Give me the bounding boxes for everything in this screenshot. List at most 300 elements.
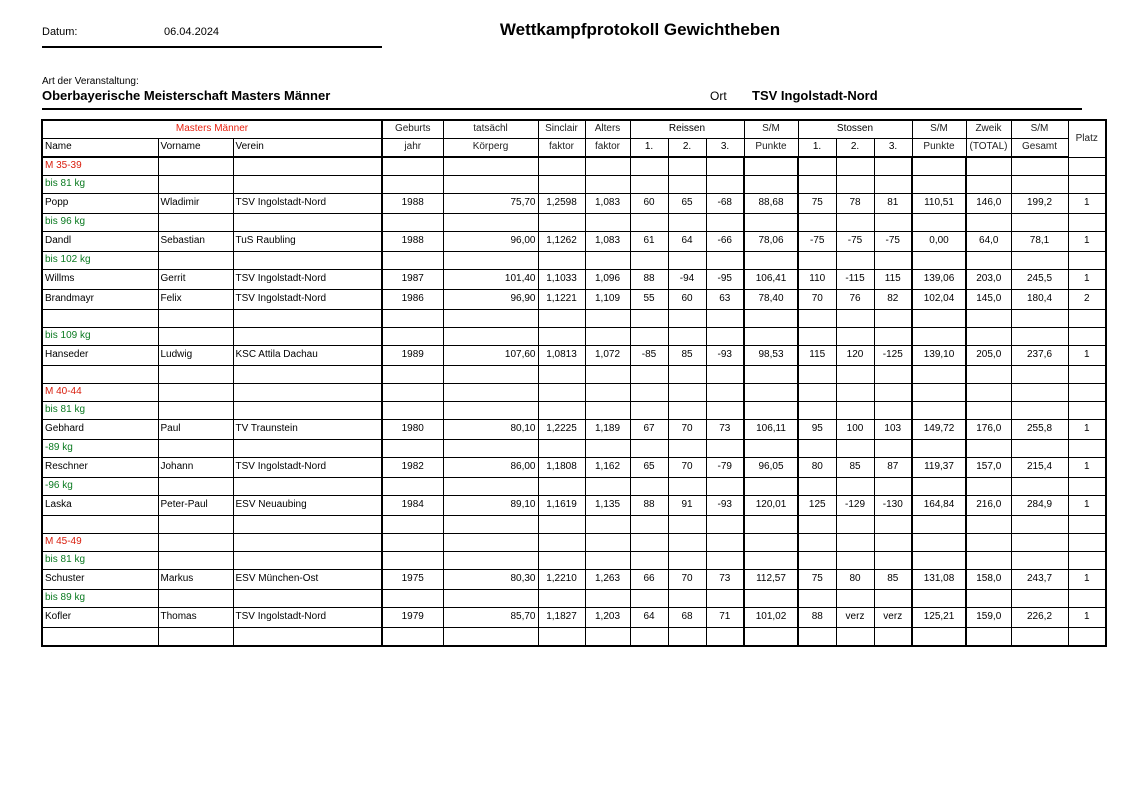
spacer-geburtsjahr	[382, 402, 443, 420]
spacer-gesamt	[1011, 366, 1068, 384]
col-reissen-2: 2.	[668, 139, 706, 158]
cell-stossen-3: -125	[874, 346, 912, 366]
col-platz: Platz	[1068, 120, 1106, 157]
spacer-sinclair	[538, 384, 585, 402]
date-row	[42, 24, 382, 48]
table-row	[42, 570, 1106, 590]
table-row	[42, 194, 1106, 214]
col-stossen-punkte-top: S/M	[912, 120, 966, 139]
spacer-stossen-3	[874, 366, 912, 384]
cell-sinclair: 1,2210	[538, 570, 585, 590]
spacer-stossen-3	[874, 328, 912, 346]
col-reissen-1: 1.	[630, 139, 668, 158]
cell-reissen-punkte: 96,05	[744, 458, 798, 478]
spacer-verein	[233, 214, 382, 232]
cell-stossen-punkte: 164,84	[912, 496, 966, 516]
spacer-stossen-2	[836, 516, 874, 534]
spacer-stossen-punkte	[912, 402, 966, 420]
cell-reissen-1: 60	[630, 194, 668, 214]
location-label: Ort	[710, 89, 727, 103]
spacer-verein	[233, 590, 382, 608]
spacer-geburtsjahr	[382, 628, 443, 647]
spacer-alters	[585, 328, 630, 346]
cell-stossen-2: -75	[836, 232, 874, 252]
spacer-reissen-1	[630, 214, 668, 232]
spacer-stossen-punkte	[912, 310, 966, 328]
spacer-vorname	[158, 628, 233, 647]
spacer-verein	[233, 478, 382, 496]
weight-class-label: -89 kg	[42, 440, 158, 458]
cell-stossen-2: 78	[836, 194, 874, 214]
spacer-reissen-2	[668, 516, 706, 534]
spacer-stossen-punkte	[912, 440, 966, 458]
cell-zweikampf: 157,0	[966, 458, 1011, 478]
cell-reissen-2: -94	[668, 270, 706, 290]
spacer-platz	[1068, 534, 1106, 552]
spacer-stossen-punkte	[912, 384, 966, 402]
cell-geburtsjahr: 1989	[382, 346, 443, 366]
spacer-sinclair	[538, 628, 585, 647]
spacer-zweikampf	[966, 366, 1011, 384]
spacer-gesamt	[1011, 628, 1068, 647]
cell-stossen-punkte: 139,10	[912, 346, 966, 366]
table-body	[42, 157, 1106, 646]
spacer-geburtsjahr	[382, 590, 443, 608]
col-altersfaktor-top: Alters	[585, 120, 630, 139]
cell-koerpergewicht: 101,40	[443, 270, 538, 290]
spacer-zweikampf	[966, 516, 1011, 534]
spacer-reissen-1	[630, 328, 668, 346]
spacer-stossen-punkte	[912, 628, 966, 647]
spacer-koerpergewicht	[443, 534, 538, 552]
spacer-gesamt	[1011, 328, 1068, 346]
spacer-reissen-3	[706, 516, 744, 534]
spacer-stossen-2	[836, 310, 874, 328]
spacer-geburtsjahr	[382, 384, 443, 402]
spacer-stossen-3	[874, 516, 912, 534]
event-type-label: Art der Veranstaltung:	[42, 76, 139, 87]
cell-sinclair: 1,1033	[538, 270, 585, 290]
spacer-reissen-1	[630, 402, 668, 420]
spacer-geburtsjahr	[382, 366, 443, 384]
spacer-stossen-3	[874, 478, 912, 496]
spacer-reissen-2	[668, 478, 706, 496]
cell-geburtsjahr: 1975	[382, 570, 443, 590]
spacer-stossen-3	[874, 534, 912, 552]
col-koerpergewicht-bottom: Körperg	[443, 139, 538, 158]
results-table	[41, 119, 1107, 647]
spacer-reissen-2	[668, 534, 706, 552]
spacer-reissen-punkte	[744, 252, 798, 270]
spacer-stossen-3	[874, 590, 912, 608]
weight-class-row	[42, 328, 1106, 346]
spacer-reissen-2	[668, 157, 706, 176]
table-row	[42, 496, 1106, 516]
spacer-gesamt	[1011, 402, 1068, 420]
spacer-zweikampf	[966, 478, 1011, 496]
cell-name: Schuster	[42, 570, 158, 590]
spacer-alters	[585, 366, 630, 384]
cell-sinclair: 1,1262	[538, 232, 585, 252]
spacer-stossen-1	[798, 310, 836, 328]
cell-sinclair: 1,0813	[538, 346, 585, 366]
cell-reissen-punkte: 101,02	[744, 608, 798, 628]
spacer-stossen-1	[798, 590, 836, 608]
cell-koerpergewicht: 86,00	[443, 458, 538, 478]
spacer-platz	[1068, 516, 1106, 534]
spacer-platz	[1068, 628, 1106, 647]
cell-reissen-1: 61	[630, 232, 668, 252]
cell-reissen-3: -93	[706, 346, 744, 366]
spacer-zweikampf	[966, 590, 1011, 608]
spacer-alters	[585, 252, 630, 270]
spacer-reissen-2	[668, 590, 706, 608]
cell-altersfaktor: 1,189	[585, 420, 630, 440]
spacer-stossen-2	[836, 214, 874, 232]
cell-vorname: Wladimir	[158, 194, 233, 214]
weight-class-label: bis 89 kg	[42, 590, 158, 608]
spacer-reissen-3	[706, 552, 744, 570]
spacer-reissen-2	[668, 328, 706, 346]
col-group-reissen: Reissen	[630, 120, 744, 139]
spacer-reissen-1	[630, 516, 668, 534]
spacer-verein	[233, 628, 382, 647]
cell-reissen-punkte: 78,06	[744, 232, 798, 252]
spacer-zweikampf	[966, 402, 1011, 420]
spacer-koerpergewicht	[443, 628, 538, 647]
cell-reissen-punkte: 106,11	[744, 420, 798, 440]
cell-koerpergewicht: 75,70	[443, 194, 538, 214]
spacer-verein	[233, 252, 382, 270]
spacer-reissen-2	[668, 214, 706, 232]
cell-name: Brandmayr	[42, 290, 158, 310]
spacer-stossen-1	[798, 478, 836, 496]
spacer-gesamt	[1011, 478, 1068, 496]
spacer-koerpergewicht	[443, 552, 538, 570]
spacer-stossen-1	[798, 176, 836, 194]
spacer-vorname	[158, 590, 233, 608]
cell-reissen-punkte: 120,01	[744, 496, 798, 516]
spacer-platz	[1068, 157, 1106, 176]
cell-verein: TSV Ingolstadt-Nord	[233, 194, 382, 214]
spacer-koerpergewicht	[443, 176, 538, 194]
spacer-vorname	[158, 384, 233, 402]
spacer-stossen-3	[874, 402, 912, 420]
cell-verein: TSV Ingolstadt-Nord	[233, 290, 382, 310]
cell-gesamt: 237,6	[1011, 346, 1068, 366]
age-group-row	[42, 534, 1106, 552]
cell-reissen-2: 70	[668, 570, 706, 590]
spacer-reissen-3	[706, 157, 744, 176]
weight-class-row	[42, 440, 1106, 458]
page-title: Wettkampfprotokoll Gewichtheben	[499, 20, 781, 39]
spacer-platz	[1068, 552, 1106, 570]
spacer-stossen-3	[874, 552, 912, 570]
weight-class-label: bis 109 kg	[42, 328, 158, 346]
spacer-stossen-2	[836, 440, 874, 458]
cell-verein: TSV Ingolstadt-Nord	[233, 270, 382, 290]
cell-verein: ESV München-Ost	[233, 570, 382, 590]
spacer-stossen-2	[836, 252, 874, 270]
spacer-reissen-2	[668, 402, 706, 420]
cell-stossen-2: 120	[836, 346, 874, 366]
col-reissen-punkte-top: S/M	[744, 120, 798, 139]
event-name: Oberbayerische Meisterschaft Masters Männer	[42, 88, 331, 103]
spacer-geburtsjahr	[382, 310, 443, 328]
spacer-stossen-1	[798, 402, 836, 420]
cell-zweikampf: 176,0	[966, 420, 1011, 440]
cell-stossen-2: -129	[836, 496, 874, 516]
spacer-reissen-2	[668, 310, 706, 328]
spacer-reissen-punkte	[744, 310, 798, 328]
spacer-cell	[42, 366, 158, 384]
cell-verein: TSV Ingolstadt-Nord	[233, 458, 382, 478]
spacer-alters	[585, 628, 630, 647]
spacer-reissen-3	[706, 628, 744, 647]
cell-name: Kofler	[42, 608, 158, 628]
cell-stossen-1: 110	[798, 270, 836, 290]
spacer-stossen-3	[874, 176, 912, 194]
spacer-reissen-punkte	[744, 478, 798, 496]
spacer-zweikampf	[966, 628, 1011, 647]
cell-geburtsjahr: 1988	[382, 194, 443, 214]
weight-class-label: bis 81 kg	[42, 552, 158, 570]
spacer-reissen-punkte	[744, 384, 798, 402]
spacer-sinclair	[538, 516, 585, 534]
cell-sinclair: 1,1827	[538, 608, 585, 628]
cell-stossen-2: 100	[836, 420, 874, 440]
spacer-vorname	[158, 214, 233, 232]
spacer-reissen-2	[668, 366, 706, 384]
spacer-stossen-1	[798, 366, 836, 384]
weight-class-label: bis 81 kg	[42, 176, 158, 194]
spacer-stossen-1	[798, 534, 836, 552]
cell-reissen-1: 88	[630, 270, 668, 290]
weight-class-row	[42, 590, 1106, 608]
spacer-verein	[233, 366, 382, 384]
cell-stossen-1: 115	[798, 346, 836, 366]
spacer-platz	[1068, 366, 1106, 384]
table-banner-row	[42, 120, 1106, 139]
col-sinclair-top: Sinclair	[538, 120, 585, 139]
cell-reissen-1: 66	[630, 570, 668, 590]
cell-vorname: Thomas	[158, 608, 233, 628]
table-row	[42, 346, 1106, 366]
spacer-row	[42, 310, 1106, 328]
table-head	[42, 120, 1106, 157]
col-stossen-punkte-bottom: Punkte	[912, 139, 966, 158]
spacer-stossen-1	[798, 384, 836, 402]
spacer-sinclair	[538, 534, 585, 552]
spacer-reissen-3	[706, 534, 744, 552]
cell-reissen-punkte: 112,57	[744, 570, 798, 590]
spacer-gesamt	[1011, 252, 1068, 270]
spacer-row	[42, 516, 1106, 534]
spacer-sinclair	[538, 402, 585, 420]
cell-platz: 1	[1068, 194, 1106, 214]
cell-koerpergewicht: 85,70	[443, 608, 538, 628]
cell-name: Willms	[42, 270, 158, 290]
spacer-reissen-3	[706, 328, 744, 346]
cell-geburtsjahr: 1986	[382, 290, 443, 310]
cell-altersfaktor: 1,096	[585, 270, 630, 290]
cell-gesamt: 78,1	[1011, 232, 1068, 252]
spacer-reissen-punkte	[744, 628, 798, 647]
spacer-stossen-punkte	[912, 176, 966, 194]
spacer-reissen-1	[630, 366, 668, 384]
col-reissen-punkte-bottom: Punkte	[744, 139, 798, 158]
spacer-alters	[585, 384, 630, 402]
spacer-stossen-2	[836, 478, 874, 496]
spacer-sinclair	[538, 252, 585, 270]
col-stossen-2: 2.	[836, 139, 874, 158]
spacer-stossen-3	[874, 310, 912, 328]
spacer-koerpergewicht	[443, 252, 538, 270]
spacer-gesamt	[1011, 440, 1068, 458]
cell-reissen-2: 91	[668, 496, 706, 516]
spacer-geburtsjahr	[382, 214, 443, 232]
col-zweikampf-top: Zweik	[966, 120, 1011, 139]
cell-stossen-1: 75	[798, 570, 836, 590]
cell-stossen-punkte: 131,08	[912, 570, 966, 590]
spacer-sinclair	[538, 157, 585, 176]
cell-reissen-3: 73	[706, 570, 744, 590]
spacer-stossen-punkte	[912, 590, 966, 608]
spacer-alters	[585, 157, 630, 176]
spacer-stossen-2	[836, 534, 874, 552]
table-row	[42, 458, 1106, 478]
spacer-reissen-punkte	[744, 534, 798, 552]
cell-platz: 1	[1068, 458, 1106, 478]
cell-reissen-1: 64	[630, 608, 668, 628]
spacer-verein	[233, 157, 382, 176]
spacer-stossen-3	[874, 440, 912, 458]
cell-stossen-2: verz	[836, 608, 874, 628]
spacer-reissen-2	[668, 440, 706, 458]
cell-stossen-punkte: 102,04	[912, 290, 966, 310]
cell-zweikampf: 158,0	[966, 570, 1011, 590]
cell-reissen-2: 70	[668, 420, 706, 440]
cell-name: Dandl	[42, 232, 158, 252]
date-label: Datum:	[42, 26, 78, 38]
col-geburtsjahr-top: Geburts	[382, 120, 443, 139]
col-group-stossen: Stossen	[798, 120, 912, 139]
cell-geburtsjahr: 1979	[382, 608, 443, 628]
spacer-alters	[585, 478, 630, 496]
age-group-label: M 35-39	[42, 157, 158, 176]
spacer-reissen-1	[630, 310, 668, 328]
cell-stossen-2: 76	[836, 290, 874, 310]
table-row	[42, 270, 1106, 290]
weight-class-label: -96 kg	[42, 478, 158, 496]
weight-class-label: bis 81 kg	[42, 402, 158, 420]
spacer-vorname	[158, 310, 233, 328]
cell-vorname: Ludwig	[158, 346, 233, 366]
spacer-reissen-1	[630, 384, 668, 402]
cell-gesamt: 245,5	[1011, 270, 1068, 290]
spacer-vorname	[158, 552, 233, 570]
cell-sinclair: 1,1619	[538, 496, 585, 516]
col-stossen-3: 3.	[874, 139, 912, 158]
cell-koerpergewicht: 96,00	[443, 232, 538, 252]
spacer-gesamt	[1011, 176, 1068, 194]
spacer-stossen-2	[836, 552, 874, 570]
spacer-geburtsjahr	[382, 516, 443, 534]
weight-class-row	[42, 176, 1106, 194]
cell-name: Hanseder	[42, 346, 158, 366]
cell-stossen-1: -75	[798, 232, 836, 252]
cell-sinclair: 1,1808	[538, 458, 585, 478]
cell-platz: 1	[1068, 270, 1106, 290]
spacer-platz	[1068, 384, 1106, 402]
spacer-reissen-punkte	[744, 552, 798, 570]
cell-vorname: Johann	[158, 458, 233, 478]
spacer-reissen-2	[668, 176, 706, 194]
cell-reissen-3: -79	[706, 458, 744, 478]
cell-reissen-2: 68	[668, 608, 706, 628]
cell-reissen-punkte: 98,53	[744, 346, 798, 366]
cell-verein: ESV Neuaubing	[233, 496, 382, 516]
cell-stossen-3: 82	[874, 290, 912, 310]
spacer-vorname	[158, 534, 233, 552]
cell-geburtsjahr: 1980	[382, 420, 443, 440]
cell-reissen-3: 73	[706, 420, 744, 440]
cell-altersfaktor: 1,072	[585, 346, 630, 366]
spacer-reissen-3	[706, 310, 744, 328]
spacer-geburtsjahr	[382, 176, 443, 194]
cell-reissen-2: 65	[668, 194, 706, 214]
col-stossen-1: 1.	[798, 139, 836, 158]
spacer-reissen-punkte	[744, 214, 798, 232]
cell-gesamt: 255,8	[1011, 420, 1068, 440]
cell-stossen-punkte: 139,06	[912, 270, 966, 290]
spacer-reissen-punkte	[744, 157, 798, 176]
spacer-gesamt	[1011, 384, 1068, 402]
spacer-reissen-1	[630, 478, 668, 496]
col-altersfaktor-bottom: faktor	[585, 139, 630, 158]
spacer-platz	[1068, 478, 1106, 496]
cell-stossen-1: 125	[798, 496, 836, 516]
spacer-sinclair	[538, 328, 585, 346]
cell-vorname: Markus	[158, 570, 233, 590]
spacer-alters	[585, 516, 630, 534]
cell-sinclair: 1,2598	[538, 194, 585, 214]
cell-reissen-3: -95	[706, 270, 744, 290]
spacer-koerpergewicht	[443, 516, 538, 534]
cell-stossen-punkte: 110,51	[912, 194, 966, 214]
spacer-reissen-3	[706, 214, 744, 232]
cell-stossen-punkte: 149,72	[912, 420, 966, 440]
spacer-zweikampf	[966, 176, 1011, 194]
table-subheader-row	[42, 139, 1106, 158]
age-group-label: M 40-44	[42, 384, 158, 402]
spacer-vorname	[158, 440, 233, 458]
weight-class-row	[42, 478, 1106, 496]
spacer-stossen-1	[798, 252, 836, 270]
spacer-zweikampf	[966, 534, 1011, 552]
spacer-sinclair	[538, 590, 585, 608]
cell-gesamt: 243,7	[1011, 570, 1068, 590]
spacer-cell	[42, 628, 158, 647]
cell-koerpergewicht: 89,10	[443, 496, 538, 516]
spacer-stossen-1	[798, 628, 836, 647]
spacer-reissen-punkte	[744, 516, 798, 534]
spacer-vorname	[158, 176, 233, 194]
spacer-row	[42, 628, 1106, 647]
spacer-gesamt	[1011, 534, 1068, 552]
cell-reissen-3: -93	[706, 496, 744, 516]
cell-name: Laska	[42, 496, 158, 516]
